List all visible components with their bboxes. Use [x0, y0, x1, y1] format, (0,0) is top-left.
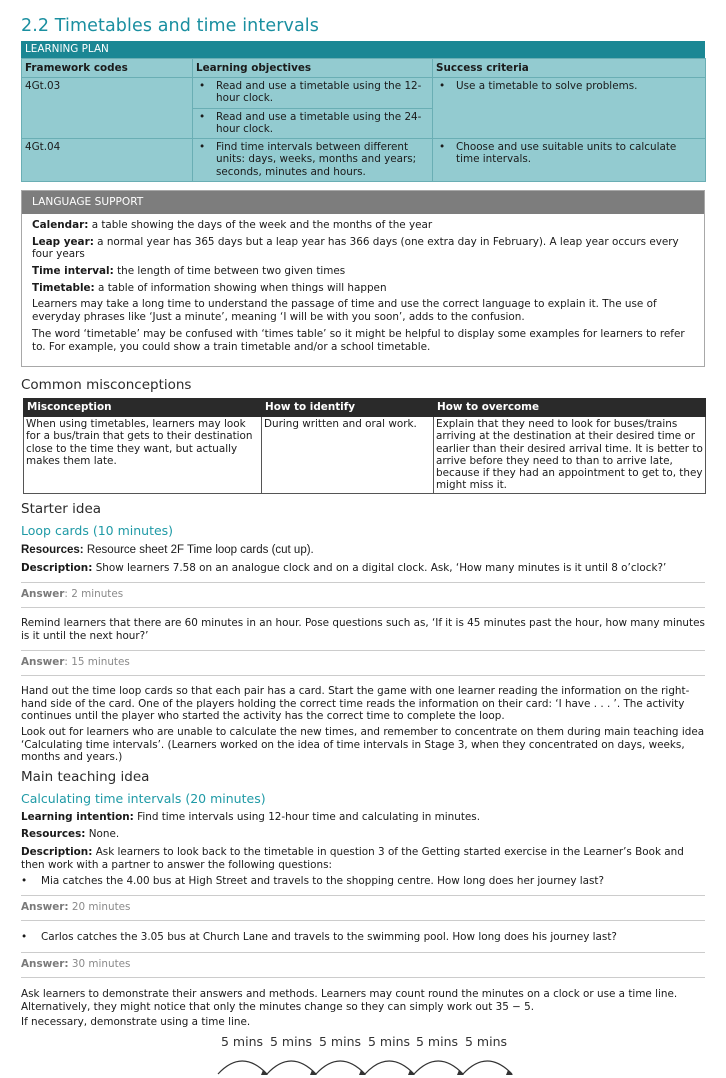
jump-arc	[267, 1061, 316, 1074]
misconception-text: When using timetables, learners may look for a bus/train that gets to their destination close to the time they want, but actually makes them late.	[24, 417, 262, 494]
answer-box: Answer: 15 minutes	[21, 650, 705, 676]
criterion: Use a timetable to solve problems.	[456, 79, 638, 92]
interval-label: 5 mins	[368, 1034, 411, 1049]
language-support-heading: LANGUAGE SUPPORT	[22, 191, 704, 214]
jump-arc	[463, 1061, 512, 1074]
jump-arc	[316, 1061, 365, 1074]
overcome-text: Explain that they need to look for buses/trains arriving at the destination at their desired time or earlier than their desired arrival time. It is better to arrive before they need to than to arrive late, because if they had an appointment to get to, they might miss it.	[434, 417, 706, 494]
time-line-diagram	[200, 1034, 520, 1078]
main-resources: Resources: None.	[21, 828, 120, 840]
objective: Read and use a timetable using the 12-hour clock.	[216, 79, 422, 105]
main-heading: Main teaching idea	[21, 769, 150, 785]
answer-box: Answer: 30 minutes	[21, 952, 705, 978]
starter-paragraph: Remind learners that there are 60 minutes in an hour. Pose questions such as, ‘If it is 45 minutes past the hour, how many minutes is it until the next hour?’	[21, 617, 705, 642]
support-paragraph: Learners may take a long time to understand the passage of time and use the correct language to explain it. The use of everyday phrases like ‘Just a minute’, meaning ‘I will be with you soon’, adds to the confusion.	[32, 298, 657, 324]
starter-activity-title: Loop cards (10 minutes)	[21, 523, 174, 538]
learning-objectives-cell: • Read and use a timetable using the 12-hour clock. • Read and use a timetable using the 24-hour clock.	[193, 77, 433, 138]
learning-plan	[21, 41, 705, 182]
glossary-item: Calendar: a table showing the days of the week and the months of the year	[32, 219, 433, 231]
criterion: Choose and use suitable units to calculate time intervals.	[456, 140, 677, 166]
answer-box: Answer: 2 minutes	[21, 582, 705, 608]
framework-code: 4Gt.04	[22, 138, 193, 181]
starter-description: Description: Show learners 7.58 on an analogue clock and on a digital clock. Ask, ‘How many minutes is it until 8 o’clock?’	[21, 562, 667, 574]
col-how-to-identify: How to identify	[262, 399, 434, 417]
glossary-item: Leap year: a normal year has 365 days but a leap year has 366 days (one extra day in February). A leap year occurs every four years	[32, 235, 679, 261]
learning-plan-heading: LEARNING PLAN	[21, 41, 705, 58]
main-paragraph: If necessary, demonstrate using a time line.	[21, 1016, 251, 1028]
misconceptions-heading: Common misconceptions	[21, 377, 192, 393]
jump-arc	[414, 1061, 463, 1074]
col-misconception: Misconception	[24, 399, 262, 417]
success-criteria-cell: • Use a timetable to solve problems.	[433, 77, 706, 138]
objective: Find time intervals between different units: days, weeks, months and years; seconds, minutes and hours.	[216, 140, 417, 179]
interval-label: 5 mins	[270, 1034, 313, 1049]
learning-objectives-cell: • Find time intervals between different units: days, weeks, months and years; seconds, minutes and hours.	[193, 138, 433, 181]
question-item: • Mia catches the 4.00 bus at High Street and travels to the shopping centre. How long does her journey last?	[21, 875, 605, 887]
learning-intention: Learning intention: Find time intervals using 12-hour time and calculating in minutes.	[21, 811, 481, 823]
main-description: Description: Ask learners to look back to the timetable in question 3 of the Getting started exercise in the Learner’s Book and then work with a partner to answer the following questions:	[21, 846, 684, 871]
starter-paragraph: Hand out the time loop cards so that each pair has a card. Start the game with one learner reading the information on the right-hand side of the card. One of the players holding the correct time reads the information on their card: ‘I have . . . ’. The activity continues until the player who started the activity has the correct time to complete the loop.	[21, 685, 690, 723]
objective: Read and use a timetable using the 24-hour clock.	[216, 110, 422, 136]
col-success-criteria: Success criteria	[433, 59, 706, 78]
learning-plan-table	[21, 58, 706, 182]
interval-label: 5 mins	[465, 1034, 508, 1049]
question-item: • Carlos catches the 3.05 bus at Church Lane and travels to the swimming pool. How long does his journey last?	[21, 931, 617, 943]
glossary-item: Time interval: the length of time between two given times	[32, 265, 346, 278]
framework-code: 4Gt.03	[22, 77, 193, 138]
success-criteria-cell: • Choose and use suitable units to calculate time intervals.	[433, 138, 706, 181]
starter-heading: Starter idea	[21, 501, 102, 517]
answer-box: Answer: 20 minutes	[21, 895, 705, 921]
jump-arc	[365, 1061, 414, 1074]
main-paragraph: Ask learners to demonstrate their answers and methods. Learners may count round the minutes on a clock or use a time line. Alternatively, they might notice that only the minutes change so they can simply work out 35 − 5.	[21, 988, 678, 1013]
jump-arc	[218, 1061, 267, 1074]
support-paragraph: The word ‘timetable’ may be confused with ‘times table’ so it might be helpful to display some examples for learners to refer to. For example, you could show a train timetable and/or a school timetable.	[32, 327, 685, 353]
interval-label: 5 mins	[319, 1034, 362, 1049]
col-learning-objectives: Learning objectives	[193, 59, 433, 78]
interval-label: 5 mins	[416, 1034, 459, 1049]
language-support	[21, 190, 705, 367]
col-framework-codes: Framework codes	[22, 59, 193, 78]
misconceptions-table	[23, 398, 706, 494]
starter-paragraph: Look out for learners who are unable to calculate the new times, and remember to concentrate on them during main teaching idea ‘Calculating time intervals’. (Learners worked on the idea of time intervals in Stage 3, when they concentrated on days, weeks, months and years.)	[21, 726, 705, 764]
starter-resources: Resources: Resource sheet 2F Time loop cards (cut up).	[21, 544, 314, 556]
identify-text: During written and oral work.	[262, 417, 434, 494]
section-title: 2.2 Timetables and time intervals	[21, 16, 319, 36]
main-activity-title: Calculating time intervals (20 minutes)	[21, 791, 266, 806]
interval-label: 5 mins	[221, 1034, 264, 1049]
col-how-to-overcome: How to overcome	[434, 399, 706, 417]
time-line-arcs	[200, 1034, 520, 1078]
language-support-body	[22, 214, 704, 362]
glossary-item: Timetable: a table of information showing when things will happen	[32, 281, 387, 294]
